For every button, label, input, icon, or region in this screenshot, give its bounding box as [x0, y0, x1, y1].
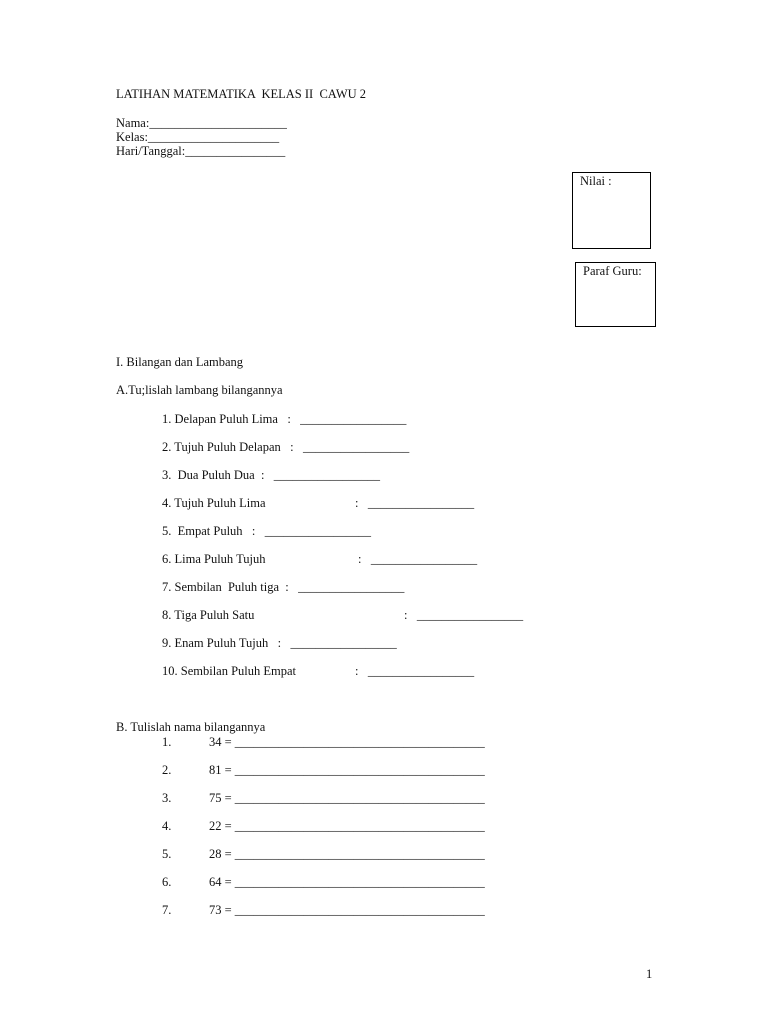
- list-item: 5. Empat Puluh : _________________: [162, 524, 372, 538]
- list-item: 2. Tujuh Puluh Delapan : _________________: [162, 440, 410, 454]
- hari-tanggal-field: Hari/Tanggal:________________: [116, 144, 286, 158]
- kelas-field: Kelas:_____________________: [116, 130, 280, 144]
- list-item: 8. Tiga Puluh Satu: [162, 608, 255, 622]
- list-item: 22 = ________________________________________: [209, 819, 485, 833]
- answer-line: : _________________: [358, 552, 478, 566]
- answer-line: : _________________: [404, 608, 524, 622]
- list-item-number: 5.: [162, 847, 172, 861]
- answer-line: : _________________: [355, 496, 475, 510]
- list-item-number: 6.: [162, 875, 172, 889]
- list-item: 7. Sembilan Puluh tiga : _________________: [162, 580, 405, 594]
- list-item: 6. Lima Puluh Tujuh: [162, 552, 266, 566]
- list-item-number: 3.: [162, 791, 172, 805]
- list-item: 75 = ________________________________________: [209, 791, 485, 805]
- paraf-guru-box: [575, 262, 656, 327]
- list-item: 10. Sembilan Puluh Empat: [162, 664, 297, 678]
- part-a-instruction: A.Tu;lislah lambang bilangannya: [116, 383, 283, 397]
- list-item-number: 1.: [162, 735, 172, 749]
- nama-field: Nama:______________________: [116, 116, 287, 130]
- worksheet-title: LATIHAN MATEMATIKA KELAS II CAWU 2: [116, 87, 367, 101]
- paraf-guru-label: Paraf Guru:: [583, 264, 642, 278]
- nilai-box: [572, 172, 651, 249]
- list-item: 81 = ________________________________________: [209, 763, 485, 777]
- answer-line: : _________________: [355, 664, 475, 678]
- list-item: 4. Tujuh Puluh Lima: [162, 496, 266, 510]
- list-item: 1. Delapan Puluh Lima : _________________: [162, 412, 407, 426]
- list-item-number: 4.: [162, 819, 172, 833]
- list-item-number: 7.: [162, 903, 172, 917]
- list-item: 3. Dua Puluh Dua : _________________: [162, 468, 381, 482]
- list-item: 34 = ________________________________________: [209, 735, 485, 749]
- list-item: 28 = ________________________________________: [209, 847, 485, 861]
- list-item: 9. Enam Puluh Tujuh : _________________: [162, 636, 397, 650]
- page-number: 1: [646, 967, 653, 981]
- list-item: 73 = ________________________________________: [209, 903, 485, 917]
- list-item: 64 = ________________________________________: [209, 875, 485, 889]
- list-item-number: 2.: [162, 763, 172, 777]
- part-b-instruction: B. Tulislah nama bilangannya: [116, 720, 266, 734]
- section-heading: I. Bilangan dan Lambang: [116, 355, 244, 369]
- nilai-label: Nilai :: [580, 174, 612, 188]
